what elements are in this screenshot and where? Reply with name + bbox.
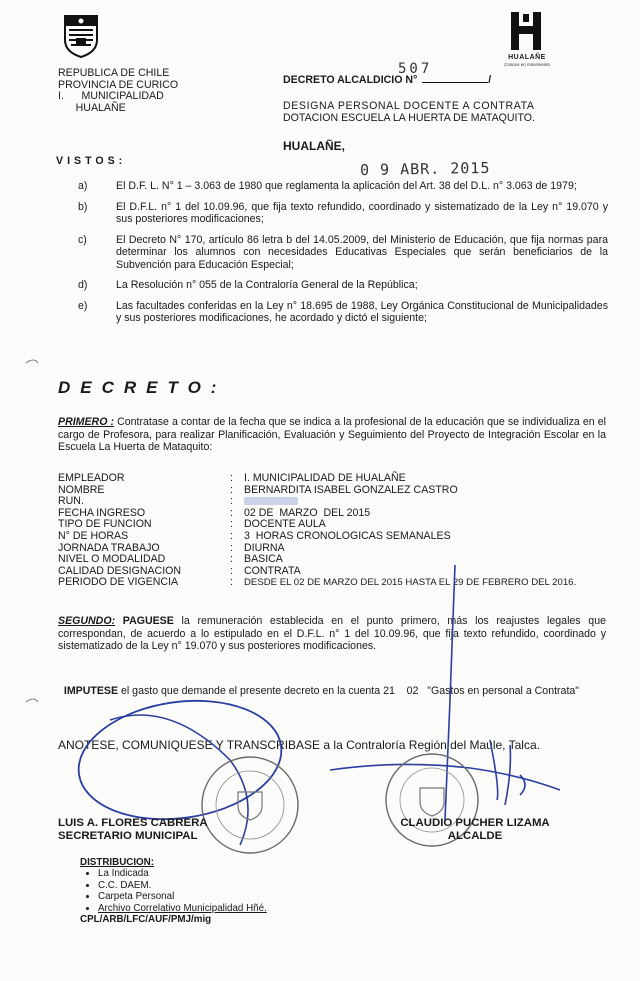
vistos-list	[78, 180, 608, 333]
segundo-bold: PAGUESE	[115, 615, 174, 627]
field-label: PERIODO DE VIGENCIA	[58, 576, 179, 589]
mayor-name: CLAUDIO PUCHER LIZAMA	[400, 817, 550, 829]
segundo-paragraph	[58, 615, 606, 653]
item-letter: c)	[78, 233, 87, 246]
mayor-signature-block	[390, 817, 560, 843]
item-letter: e)	[78, 299, 88, 312]
field-row: JORNADA TRABAJO : DIURNA	[58, 543, 618, 555]
field-label: N° DE HORAS	[58, 529, 129, 542]
field-row: PERIODO DE VIGENCIA : DESDE EL 02 DE MARZO DEL 2015 HASTA EL 29 DE FEBRERO DEL 2016.	[58, 577, 618, 589]
primero-label: PRIMERO :	[58, 416, 115, 428]
header-line: I. MUNICIPALIDAD	[58, 90, 164, 102]
field-row: N° DE HORAS : 3 HORAS CRONOLOGICAS SEMANALES	[58, 531, 618, 543]
field-label: EMPLEADOR	[58, 472, 125, 484]
decree-label: DECRETO ALCALDICIO N°	[283, 74, 418, 86]
field-row: RUN. :	[58, 496, 618, 508]
vistos-item	[78, 234, 608, 272]
decree-number-stamp: 507	[398, 61, 433, 77]
field-value: BERNARDITA ISABEL GONZALEZ CASTRO	[244, 483, 458, 496]
item-letter: b)	[78, 200, 88, 213]
field-value: I. MUNICIPALIDAD DE HUALAÑE	[244, 472, 406, 484]
imputese-paragraph	[58, 672, 606, 697]
item-text: La Resolución n° 055 de la Contraloría General de la República;	[116, 279, 418, 291]
field-label: TIPO DE FUNCION	[58, 518, 152, 531]
secretary-title: SECRETARIO MUNICIPAL	[58, 830, 198, 842]
secretary-signature-block	[58, 817, 208, 843]
place-label: HUALAÑE,	[283, 139, 345, 153]
anotese-line: ANOTESE, COMUNIQUESE Y TRANSCRIBASE a la Contraloría Región del Maule, Talca.	[58, 738, 540, 752]
field-label: CALIDAD DESIGNACION	[58, 564, 182, 577]
item-text: Las facultades conferidas en la Ley n° 18.695 de 1988, Ley Orgánica Constitucional de Municipalidades y sus posteriores modificaciones, he acordado y dictó el siguiente;	[116, 299, 608, 324]
mayor-title: ALCALDE	[447, 830, 503, 842]
header-line: REPUBLICA DE CHILE	[58, 67, 170, 79]
header-line: PROVINCIA DE CURICO	[58, 78, 179, 91]
distribution-item: • Carpeta Personal	[98, 891, 267, 902]
field-row: EMPLEADOR : I. MUNICIPALIDAD DE HUALAÑE	[58, 473, 618, 485]
vistos-item	[78, 201, 608, 226]
subject-line: DESIGNA PERSONAL DOCENTE A CONTRATA	[283, 100, 535, 112]
vistos-item	[78, 279, 608, 292]
distribution-block	[80, 857, 267, 925]
hualane-logo-icon	[505, 8, 547, 54]
decreto-heading: DECRETO:	[58, 378, 227, 397]
distribution-list	[80, 868, 267, 914]
field-label: FECHA INGRESO	[58, 506, 146, 519]
field-label: NOMBRE	[58, 483, 105, 496]
imputese-bold: IMPUTESE	[63, 684, 119, 697]
municipal-crest-logo	[62, 14, 100, 58]
field-row: CALIDAD DESIGNACION : CONTRATA	[58, 566, 618, 578]
distribution-item: • La Indicada	[98, 868, 267, 879]
vistos-heading: VISTOS:	[56, 155, 127, 167]
field-label: RUN.	[58, 495, 84, 508]
left-signature-icon	[71, 688, 289, 831]
field-value: DOCENTE AULA	[244, 518, 326, 531]
item-text: El D.F.L. n° 1 del 10.09.96, que fija texto refundido, coordinado y sistematizado de la Ley n° 19.070 y sus posteriores modificaciones;	[116, 200, 608, 225]
field-row: NIVEL O MODALIDAD : BASICA	[58, 554, 618, 566]
distribution-item: • Archivo Correlativo Municipalidad Hñé.	[98, 903, 267, 914]
institution-header	[58, 68, 178, 114]
logo-wordmark: HUALAÑE	[508, 54, 546, 61]
field-value: DESDE EL 02 DE MARZO DEL 2015 HASTA EL 29 DE FEBRERO DEL 2016.	[244, 577, 577, 589]
field-value: BASICA	[244, 553, 283, 566]
segundo-label: SEGUNDO:	[58, 615, 116, 627]
field-value: CONTRATA	[244, 564, 301, 577]
item-text: El Decreto N° 170, artículo 86 letra b del 14.05.2009, del Ministerio de Educación, que fija normas para determinar los alumnos con necesidades Educativas Especiales que serán beneficiarios de la Subvención para Educación Especial;	[116, 233, 608, 271]
employee-fields	[58, 473, 618, 589]
field-row: NOMBRE : BERNARDITA ISABEL GONZALEZ CASTRO	[58, 485, 618, 497]
field-label: NIVEL O MODALIDAD	[58, 553, 166, 566]
vistos-item	[78, 180, 608, 193]
left-seal-icon	[202, 757, 298, 853]
field-row: TIPO DE FUNCION : DOCENTE AULA	[58, 519, 618, 531]
primero-paragraph	[58, 416, 606, 454]
field-value: 3 HORAS CRONOLOGICAS SEMANALES	[244, 529, 451, 542]
decree-title: DECRETO ALCALDICIO N° /	[283, 74, 492, 86]
item-letter: d)	[78, 279, 88, 291]
item-text: El D.F. L. N° 1 – 3.063 de 1980 que reglamenta la aplicación del Art. 38 del D.L. n° 3.063 de 1979;	[116, 180, 577, 192]
vistos-item	[78, 300, 608, 325]
distribution-item: • C.C. DAEM.	[98, 880, 267, 891]
imputese-text: el gasto que demande el presente decreto en la cuenta 21 02 "Gastos en personal a Contrata"	[118, 684, 580, 697]
item-letter: a)	[78, 180, 88, 192]
field-value: DIURNA	[244, 541, 285, 554]
logo-tagline: Conoce en movimiento	[503, 62, 551, 67]
date-stamp: 0 9 ABR. 2015	[359, 158, 491, 180]
distribution-heading: DISTRIBUCION:	[80, 857, 155, 868]
header-line: HUALAÑE	[58, 101, 126, 114]
segundo-text: la remuneración establecida en el punto primero, más los reajustes legales que correspondan, de acuerdo a lo estipulado en el D.F.L. n° 1 del 10.09.96, que fija texto refundido, coordinado y sistematizado de la Ley n° 19.070 y sus posteriores modificaciones.	[58, 615, 606, 652]
field-label: JORNADA TRABAJO	[58, 541, 160, 554]
field-value: 02 DE MARZO DEL 2015	[244, 506, 371, 519]
decree-subject	[283, 100, 583, 124]
subject-line: DOTACION ESCUELA LA HUERTA DE MATAQUITO.	[283, 112, 535, 124]
secretary-name: LUIS A. FLORES CABRERA	[58, 817, 208, 829]
initials-line: CPL/ARB/LFC/AUF/PMJ/mig	[80, 914, 212, 926]
field-row: FECHA INGRESO : 02 DE MARZO DEL 2015	[58, 508, 618, 520]
primero-text: Contratase a contar de la fecha que se indica a la profesional de la educación que se individualiza en el cargo de Profesora, para realizar Planificación, Evaluación y Seguimiento del Proyecto de Integración Escolar en la Escuela La Huerta de Mataquito:	[58, 416, 606, 453]
